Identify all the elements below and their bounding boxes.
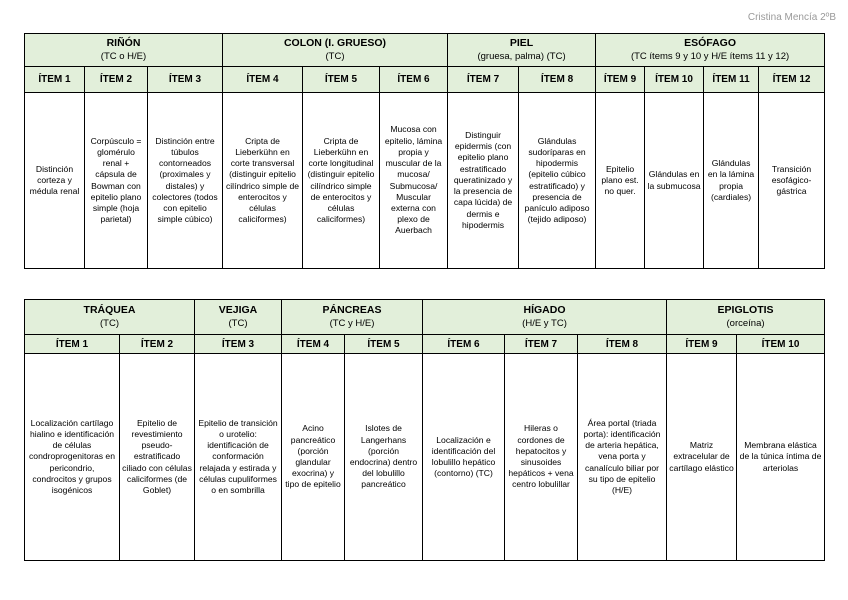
item-header-9: ÍTEM 9 (667, 335, 737, 354)
group-header-pancreas (282, 300, 423, 335)
item-header-4: ÍTEM 4 (282, 335, 345, 354)
item-header-12: ÍTEM 12 (759, 67, 825, 93)
group-subtitle: (TC) (325, 51, 345, 62)
group-title: ESÓFAGO (684, 37, 737, 49)
item-cell-3: Distinción entre túbulos contorneados (proximales y distales) y colectores (todos con epitelio simple cúbico) (148, 93, 223, 269)
group-title: RIÑÓN (106, 37, 141, 49)
group-header-higado (423, 300, 667, 335)
item-header-8: ÍTEM 8 (578, 335, 667, 354)
item-header-2: ÍTEM 2 (85, 67, 148, 93)
group-subtitle: (TC) (100, 318, 119, 329)
group-subtitle: (gruesa, palma) (TC) (477, 51, 566, 62)
item-header-9: ÍTEM 9 (596, 67, 645, 93)
item-header-3: ÍTEM 3 (148, 67, 223, 93)
item-cell-7: Distinguir epidermis (con epitelio plano estratificado queratinizado y la presencia de capa lúcida) de dermis e hipodermis (448, 93, 519, 269)
item-cell-6: Localización e identificación del lobulillo hepático (contorno) (TC) (423, 354, 505, 561)
item-header-2: ÍTEM 2 (120, 335, 195, 354)
item-header-10: ÍTEM 10 (645, 67, 704, 93)
group-subtitle: (TC) (228, 318, 248, 329)
item-cell-5: Cripta de Lieberkühn en corte longitudinal (distinguir epitelio cilíndrico simple de enterocitos y células caliciformes) (303, 93, 380, 269)
item-header-8: ÍTEM 8 (519, 67, 596, 93)
author-label: Cristina Mencía 2ºB (747, 12, 836, 23)
item-cell-10: Glándulas en la submucosa (645, 93, 704, 269)
group-title: COLON (I. GRUESO) (283, 37, 387, 49)
item-header-1: ÍTEM 1 (25, 67, 85, 93)
group-title: EPIGLOTIS (717, 304, 774, 316)
item-cell-9: Matriz extracelular de cartílago elástico (667, 354, 737, 561)
item-header-11: ÍTEM 11 (704, 67, 759, 93)
group-subtitle: (TC ítems 9 y 10 y H/E ítems 11 y 12) (630, 51, 790, 62)
item-cell-2: Corpúsculo = glomérulo renal + cápsula de Bowman con epitelio plano simple (hoja parietal) (85, 93, 148, 269)
table-trachea-bladder-pancreas-liver-epiglottis (24, 299, 825, 561)
item-header-7: ÍTEM 7 (448, 67, 519, 93)
group-header-esofago (596, 34, 825, 67)
item-cell-8: Área portal (triada porta): identificación de arteria hepática, vena porta y canalículo biliar por su tipo de epitelio (H/E) (578, 354, 667, 561)
group-header-piel (448, 34, 596, 67)
group-header-epiglotis (667, 300, 825, 335)
group-header-traquea (25, 300, 195, 335)
item-header-4: ÍTEM 4 (223, 67, 303, 93)
group-title: PÁNCREAS (322, 304, 382, 316)
item-cell-1: Localización cartílago hialino e identificación de células condroprogenitoras en pericondrio, condrocitos y grupos isogénicos (25, 354, 120, 561)
item-cell-4: Cripta de Lieberkühn en corte transversal (distinguir epitelio cilíndrico simple de enterocitos y células caliciformes) (223, 93, 303, 269)
item-cell-7: Hileras o cordones de hepatocitos y sinusoides hepáticos + vena centro lobulillar (505, 354, 578, 561)
item-cell-10: Membrana elástica de la túnica íntima de arteriolas (737, 354, 825, 561)
group-header-colon (223, 34, 448, 67)
group-subtitle: (TC y H/E) (329, 318, 375, 329)
item-cell-5: Islotes de Langerhans (porción endocrina) dentro del lobulillo pancreático (345, 354, 423, 561)
item-cell-11: Glándulas en la lámina propia (cardiales) (704, 93, 759, 269)
group-subtitle: (TC o H/E) (100, 51, 147, 62)
item-header-5: ÍTEM 5 (345, 335, 423, 354)
item-header-3: ÍTEM 3 (195, 335, 282, 354)
group-title: TRÁQUEA (83, 304, 136, 316)
item-cell-12: Transición esofágico-gástrica (759, 93, 825, 269)
table-kidney-colon-skin-esophagus (24, 33, 825, 269)
group-subtitle: (orceína) (726, 318, 765, 329)
group-subtitle: (H/E y TC) (522, 318, 567, 329)
group-title: VEJIGA (218, 304, 258, 316)
item-header-5: ÍTEM 5 (303, 67, 380, 93)
item-cell-1: Distinción corteza y médula renal (25, 93, 85, 269)
item-header-7: ÍTEM 7 (505, 335, 578, 354)
item-cell-2: Epitelio de revestimiento pseudo-estratificado ciliado con células caliciformes (de Goblet) (120, 354, 195, 561)
item-cell-6: Mucosa con epitelio, lámina propia y muscular de la mucosa/ Submucosa/ Muscular externa con plexo de Auerbach (380, 93, 448, 269)
group-title: PIEL (509, 37, 534, 49)
group-title: HÍGADO (523, 304, 566, 316)
item-header-6: ÍTEM 6 (380, 67, 448, 93)
item-header-1: ÍTEM 1 (25, 335, 120, 354)
group-header-rinon (25, 34, 223, 67)
item-cell-4: Acino pancreático (porción glandular exocrina) y tipo de epitelio (282, 354, 345, 561)
item-cell-9: Epitelio plano est. no quer. (596, 93, 645, 269)
group-header-vejiga (195, 300, 282, 335)
item-header-6: ÍTEM 6 (423, 335, 505, 354)
item-cell-3: Epitelio de transición o urotelio: identificación de conformación relajada y estirada y células cupuliformes o en sombrilla (195, 354, 282, 561)
item-cell-8: Glándulas sudoríparas en hipodermis (epitelio cúbico estratificado) y presencia de panículo adiposo (tejido adiposo) (519, 93, 596, 269)
item-header-10: ÍTEM 10 (737, 335, 825, 354)
